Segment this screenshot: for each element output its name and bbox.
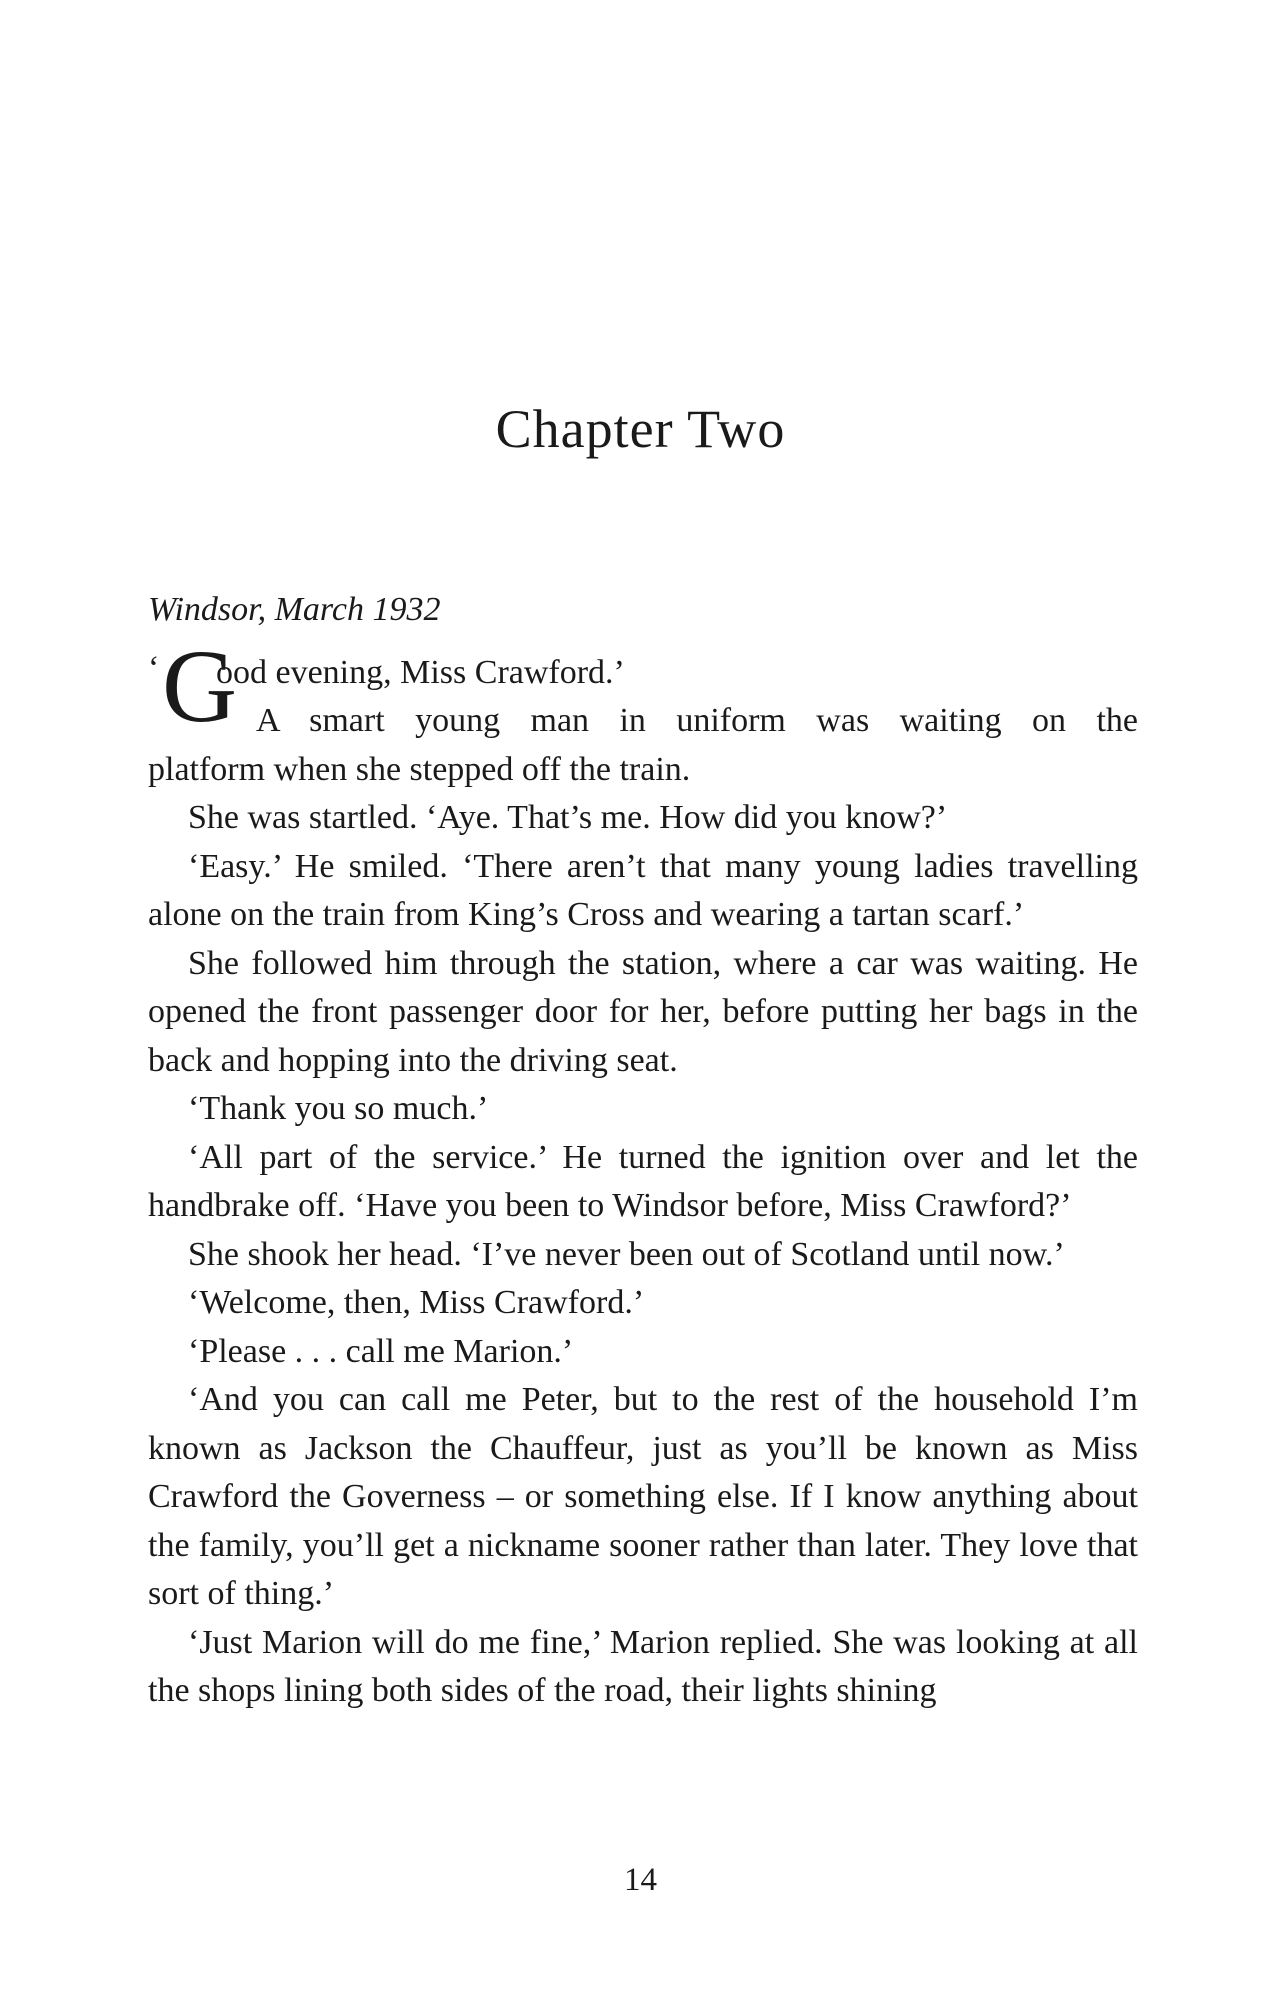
dateline: Windsor, March 1932: [148, 591, 441, 628]
paragraph-8: ‘Welcome, then, Miss Crawford.’: [188, 1284, 645, 1321]
drop-cap-line-1: ood evening, Miss Crawford.’: [216, 653, 625, 691]
drop-cap-letter: G: [162, 628, 238, 744]
paragraph-6: ‘All part of the service.’ He turned the ignition over and let the handbrake off. ‘Have you been to Windsor before, Miss Crawford?’: [148, 1138, 1138, 1224]
paragraph-1: platform when she stepped off the train.: [148, 750, 691, 788]
paragraph-3: ‘Easy.’ He smiled. ‘There aren’t that many young ladies travelling alone on the train from King’s Cross and wearing a tartan scarf.’: [148, 847, 1138, 933]
chapter-title: Chapter Two: [495, 399, 786, 459]
opening-quote: ‘: [148, 649, 160, 687]
drop-cap-line-2: A smart young man in uniform was waiting on the: [256, 702, 1138, 739]
paragraph-2: She was startled. ‘Aye. That’s me. How did you know?’: [188, 799, 948, 836]
paragraph-7: She shook her head. ‘I’ve never been out of Scotland until now.’: [188, 1235, 1065, 1273]
body-text: [148, 586, 1138, 1716]
paragraph-5: ‘Thank you so much.’: [188, 1090, 489, 1127]
drop-cap-paragraph: [148, 628, 1138, 746]
paragraph-11: ‘Just Marion will do me fine,’ Marion replied. She was looking at all the shops lining both sides of the road, their lights shining: [148, 1623, 1138, 1709]
page-number: 14: [624, 1862, 657, 1898]
paragraph-4: She followed him through the station, where a car was waiting. He opened the front passenger door for her, before putting her bags in the back and hopping into the driving seat.: [148, 944, 1138, 1079]
paragraph-10: ‘And you can call me Peter, but to the rest of the household I’m known as Jackson the Chauffeur, just as you’ll be known as Miss Crawford the Governess – or something else. If I know anything about the family, you’ll get a nickname sooner rather than later. They love that sort of thing.’: [148, 1381, 1138, 1612]
paragraph-9: ‘Please . . . call me Marion.’: [188, 1332, 574, 1370]
